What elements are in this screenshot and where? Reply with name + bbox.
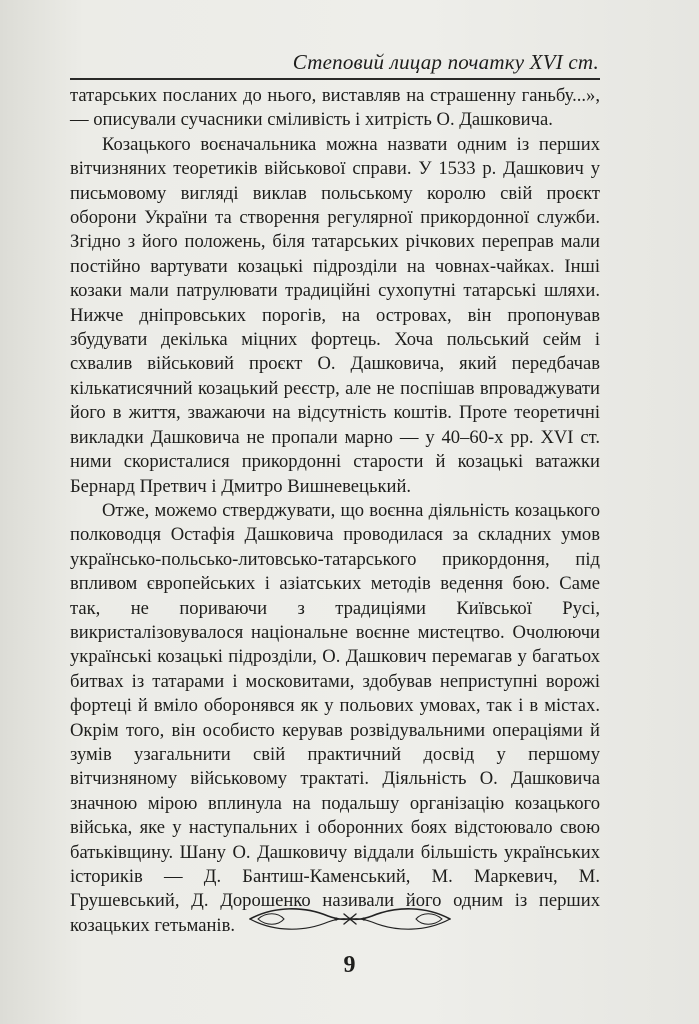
running-header-title: Степовий лицар початку XVI ст.	[292, 50, 599, 74]
paragraph-continuation: татарських посланих до нього, виставляв на страшенну ганьбу...», — описували сучасники сміливість і хитрість О. Дашковича.	[70, 85, 600, 131]
main-text	[70, 84, 600, 938]
paragraph-conclusion: Отже, можемо стверджувати, що воєнна діяльність козацького полководця Остафія Дашковича проводилася за складних умов українсько-польсько-литовсько-татарського прикордоння, під впливом європейських і азіатських методів ведення бою. Саме так, не пориваючи з традиціями Київської Русі, викристалізовувалося національне воєнне мистецтво. Очолюючи українські козацькі підрозділи, О. Дашкович перемагав у багатьох битвах із татарами і московитами, здобував неприступні ворожі фортеці й вміло оборонявся як у польових умовах, так і в містах. Окрім того, він особисто керував розвідувальними операціями й зумів узагальнити свій практичний досвід у першому вітчизняному військовому трактаті. Діяльність О. Дашковича значною мірою вплинула на подальшу організацію козацького війська, яке у наступальних і оборонних боях відстоювало свою батьківщину. Шану О. Дашковичу віддали більшість українських істориків — Д. Бантиш-Каменський, М. Маркевич, М. Грушевський, Д. Дорошенко називали його одним із перших козацьких гетьманів.	[70, 499, 600, 936]
paragraph-theorist: Козацького воєначальника можна назвати одним із перших вітчизняних теоретиків військової справи. У 1533 р. Дашкович у письмовому вигляді виклав польському королю свій проєкт оборони України та створення регулярної прикордонної служби. Згідно з його положень, біля татарських річкових переправ мали постійно вартувати козацькі підрозділи на човнах-чайках. Інші козаки мали патрулювати традиційні сухопутні татарські шляхи. Нижче дніпровських порогів, на островах, він пропонував збудувати декілька міцних фортець. Хоча польський сейм і схвалив військовий проєкт О. Дашковича, який передбачав кількатисячний козацький реєстр, але не поспішав впроваджувати його в життя, зважаючи на відсутність коштів. Проте теоретичні викладки Дашковича не пропали марно — у 40–60-х рр. XVI ст. ними скористалися прикордонні старости й козацькі ватажки Бернард Претвич і Дмитро Вишневецький.	[70, 133, 600, 497]
header-rule	[70, 78, 600, 80]
flourish-divider-icon	[244, 902, 456, 936]
page-number: 9	[343, 952, 356, 978]
